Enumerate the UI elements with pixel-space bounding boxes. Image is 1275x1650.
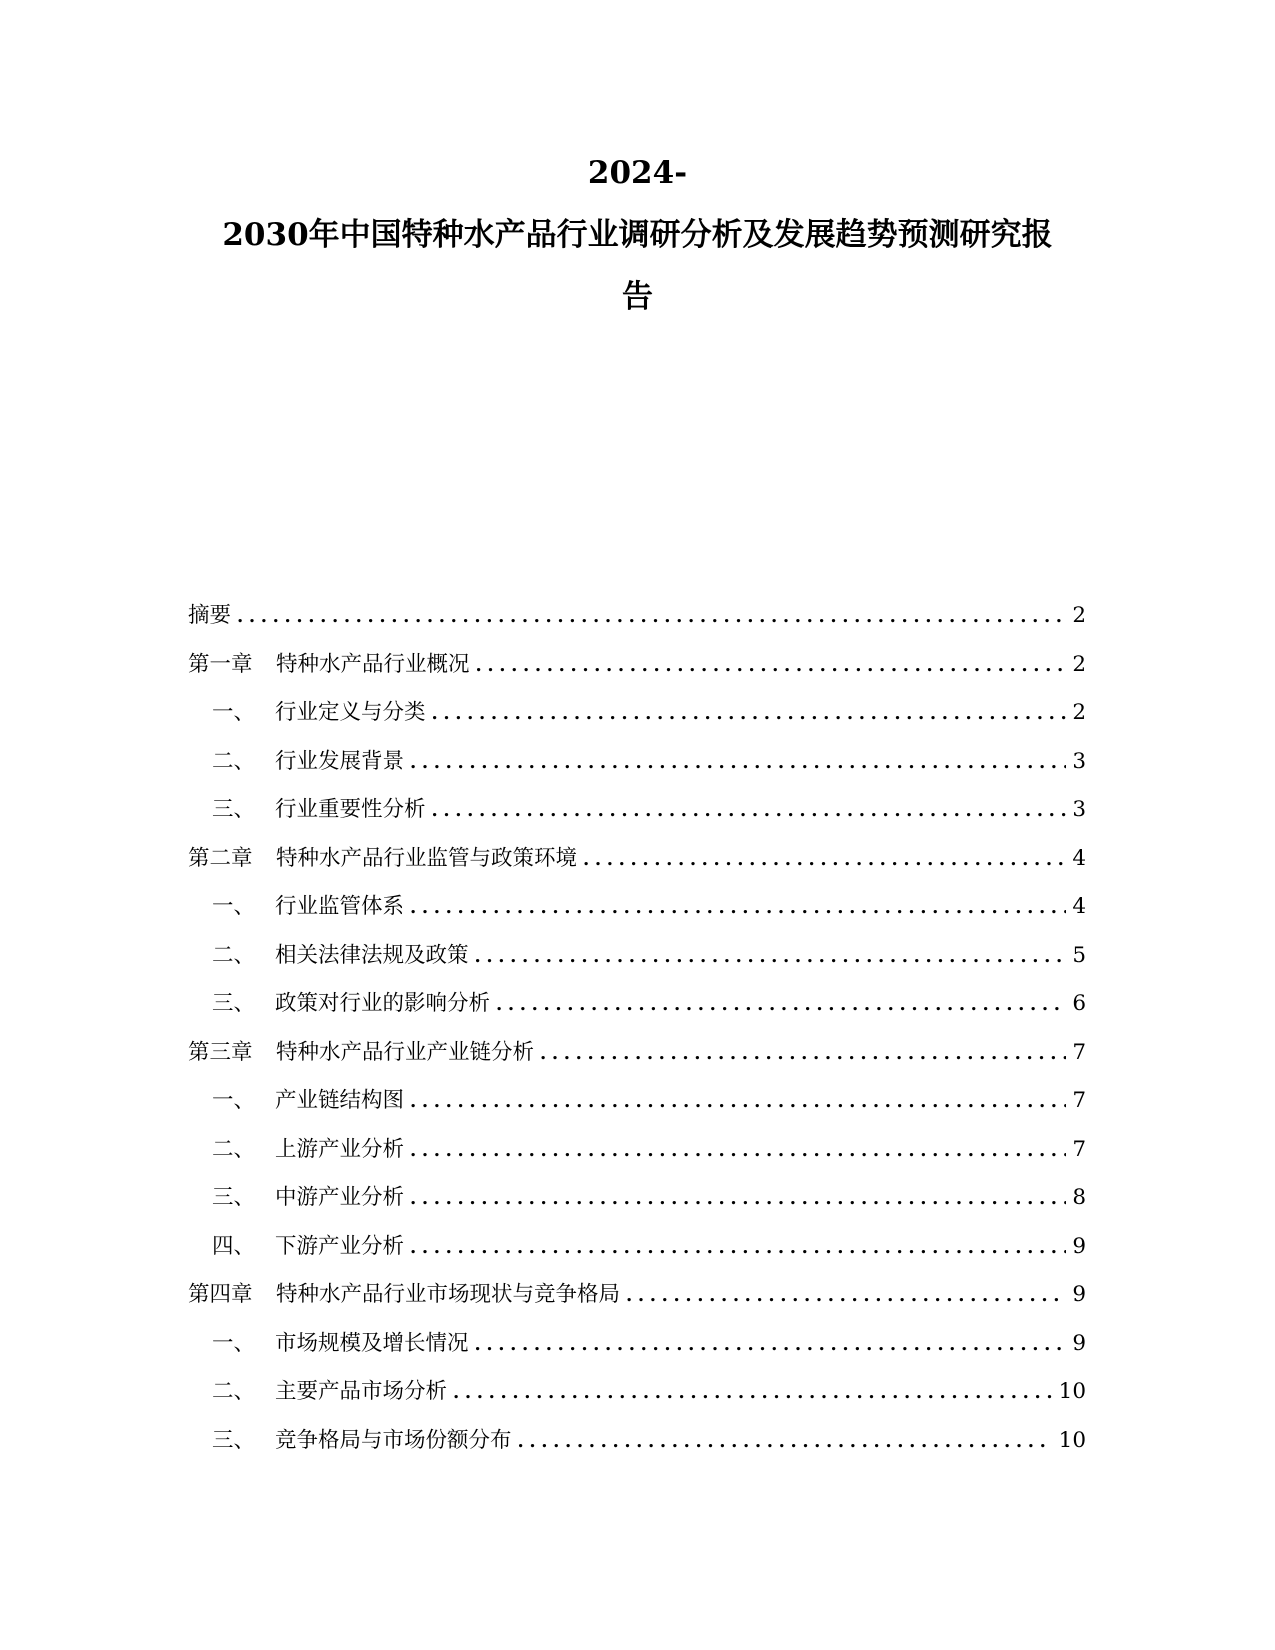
toc-page-number: 8	[1072, 1185, 1086, 1210]
toc-dot-leader	[432, 800, 1067, 821]
toc-entry[interactable]	[188, 744, 1086, 793]
toc-entry-label: 行业监管体系	[275, 894, 405, 919]
toc-entry[interactable]	[188, 792, 1086, 841]
toc-entry-label: 竞争格局与市场份额分布	[275, 1427, 512, 1453]
toc-page-number: 3	[1072, 797, 1086, 822]
toc-section-number: 四、	[212, 1233, 256, 1259]
toc-entry-label: 行业定义与分类	[275, 700, 426, 725]
toc-entry-label: 政策对行业的影响分析	[275, 991, 491, 1016]
toc-dot-leader	[410, 1237, 1066, 1258]
toc-entry[interactable]	[188, 1132, 1086, 1181]
toc-section-number: 三、	[212, 797, 256, 822]
toc-chapter-number: 第二章	[188, 845, 253, 871]
toc-page-number: 7	[1072, 1039, 1086, 1065]
toc-entry-label: 行业重要性分析	[275, 797, 426, 822]
toc-section-number: 二、	[212, 1136, 256, 1162]
toc-dot-leader	[410, 752, 1066, 773]
toc-dot-leader	[475, 1334, 1067, 1355]
toc-dot-leader	[453, 1382, 1053, 1403]
toc-entry[interactable]	[188, 1229, 1086, 1278]
toc-entry[interactable]	[188, 1277, 1086, 1326]
toc-entry-label: 特种水产品行业产业链分析	[276, 1039, 535, 1065]
report-title-line-1: 2024-	[587, 155, 688, 191]
toc-dot-leader	[476, 655, 1067, 676]
toc-entry[interactable]	[188, 1374, 1086, 1423]
toc-page-number: 2	[1072, 651, 1086, 677]
toc-entry[interactable]	[188, 695, 1086, 744]
toc-dot-leader	[475, 946, 1067, 967]
toc-entry-label: 相关法律法规及政策	[275, 942, 469, 968]
report-title-line-2: 2030年中国特种水产品行业调研分析及发展趋势预测研究报	[222, 217, 1053, 253]
toc-page-number: 2	[1072, 603, 1086, 628]
toc-page-number: 2	[1072, 700, 1086, 725]
toc-entry-label: 摘要	[188, 603, 232, 628]
toc-entry[interactable]	[188, 647, 1086, 696]
toc-entry[interactable]	[188, 1083, 1086, 1132]
toc-entry-label: 行业发展背景	[275, 748, 405, 774]
toc-section-number: 一、	[212, 894, 256, 919]
toc-dot-leader	[583, 849, 1066, 870]
toc-dot-leader	[540, 1043, 1066, 1064]
toc-page-number: 7	[1072, 1136, 1086, 1162]
toc-entry-label: 下游产业分析	[275, 1233, 405, 1259]
toc-entry-label: 市场规模及增长情况	[275, 1330, 469, 1356]
toc-entry-label: 中游产业分析	[275, 1185, 405, 1210]
toc-entry-label: 主要产品市场分析	[275, 1379, 448, 1404]
toc-page-number: 10	[1058, 1427, 1086, 1453]
toc-page-number: 4	[1072, 845, 1086, 871]
toc-section-number: 三、	[212, 1427, 256, 1453]
toc-page-number: 3	[1072, 748, 1086, 774]
toc-page-number: 7	[1072, 1088, 1086, 1113]
toc-page-number: 5	[1072, 942, 1086, 968]
toc-section-number: 三、	[212, 1185, 256, 1210]
report-title-line-3: 告	[622, 279, 653, 315]
toc-section-number: 三、	[212, 991, 256, 1016]
toc-page-number: 4	[1072, 894, 1086, 919]
toc-entry[interactable]	[188, 1180, 1086, 1229]
toc-entry-label: 特种水产品行业监管与政策环境	[276, 845, 578, 871]
toc-chapter-number: 第四章	[188, 1282, 253, 1307]
toc-entry[interactable]	[188, 841, 1086, 890]
toc-dot-leader	[410, 1091, 1066, 1112]
toc-page-number: 9	[1072, 1330, 1086, 1356]
toc-section-number: 二、	[212, 942, 256, 968]
toc-section-number: 二、	[212, 1379, 256, 1404]
toc-page-number: 10	[1058, 1379, 1086, 1404]
toc-entry[interactable]	[188, 598, 1086, 647]
toc-entry[interactable]	[188, 1326, 1086, 1375]
toc-dot-leader	[496, 994, 1066, 1015]
toc-page-number: 9	[1072, 1282, 1086, 1307]
toc-entry[interactable]	[188, 889, 1086, 938]
toc-section-number: 一、	[212, 700, 256, 725]
toc-chapter-number: 第一章	[188, 651, 253, 677]
toc-entry-label: 产业链结构图	[275, 1088, 405, 1113]
toc-chapter-number: 第三章	[188, 1039, 253, 1065]
toc-entry[interactable]	[188, 1423, 1086, 1472]
toc-page-number: 9	[1072, 1233, 1086, 1259]
toc-page-number: 6	[1072, 991, 1086, 1016]
toc-entry-label: 上游产业分析	[275, 1136, 405, 1162]
toc-dot-leader	[410, 897, 1066, 918]
toc-section-number: 二、	[212, 748, 256, 774]
toc-entry-label: 特种水产品行业市场现状与竞争格局	[276, 1282, 621, 1307]
toc-dot-leader	[237, 606, 1066, 627]
report-title	[0, 142, 1275, 328]
toc-entry[interactable]	[188, 938, 1086, 987]
toc-dot-leader	[432, 703, 1067, 724]
toc-dot-leader	[626, 1285, 1066, 1306]
toc-dot-leader	[410, 1188, 1066, 1209]
table-of-contents	[188, 598, 1086, 1471]
toc-entry-label: 特种水产品行业概况	[276, 651, 470, 677]
toc-entry[interactable]	[188, 1035, 1086, 1084]
toc-section-number: 一、	[212, 1088, 256, 1113]
toc-dot-leader	[518, 1431, 1053, 1452]
toc-dot-leader	[410, 1140, 1066, 1161]
toc-entry[interactable]	[188, 986, 1086, 1035]
toc-section-number: 一、	[212, 1330, 256, 1356]
